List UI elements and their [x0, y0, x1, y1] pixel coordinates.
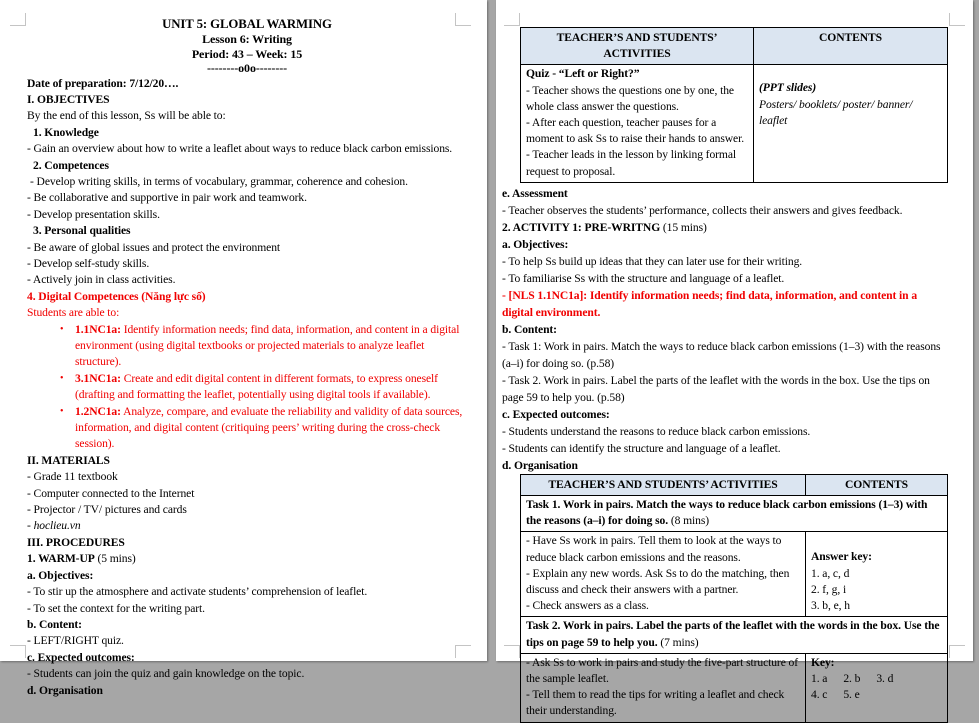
- dash: -: [27, 519, 34, 533]
- margin-crop-mark: [504, 13, 520, 26]
- table-header-row: [521, 28, 948, 65]
- answer-key-item: 3. b, e, h: [811, 599, 850, 613]
- outcome-item: - Students understand the reasons to reduce black carbon emissions.: [502, 424, 811, 438]
- margin-crop-mark: [949, 645, 965, 658]
- personal-item: - Develop self-study skills.: [27, 256, 150, 270]
- key-row: [811, 671, 942, 687]
- competences-item: - Develop presentation skills.: [27, 207, 160, 221]
- competence-text: Analyze, compare, and evaluate the reliability and validity of data sources, information, and digital content (critiquing peers’ writing during the cross-check session).: [75, 404, 463, 451]
- activities-cell: [521, 653, 806, 722]
- activity-step: - Explain any new words. Ask Ss to do the matching, then discuss and check their answers with a partner.: [526, 566, 790, 597]
- activity-step: - Ask Ss to work in pairs and study the five-part structure of the sample leaflet.: [526, 655, 798, 686]
- task1-instruction: Task 1. Work in pairs. Match the ways to reduce black carbon emissions (1–3) with the reasons (a–i) for doing so.: [526, 498, 928, 528]
- activity1-heading: [502, 219, 947, 236]
- materials-list-note: Posters/ booklets/ poster/ banner/ leaflet: [759, 97, 913, 127]
- activity-step: - Tell them to read the tips for writing a leaflet and check their understanding.: [526, 688, 785, 718]
- personal-item: - Be aware of global issues and protect the environment: [27, 240, 281, 254]
- task2-description: - Task 2. Work in pairs. Label the parts of the leaflet with the words in the box. Use the tips on page 59 to help you. (p.58): [502, 373, 930, 404]
- objective-item: - To familiarise Ss with the structure and language of a leaflet.: [502, 271, 785, 285]
- activity-step: - Teacher shows the questions one by one, the whole class answer the questions.: [526, 83, 734, 113]
- activities-cell: [521, 532, 806, 617]
- assessment-subheading: e. Assessment: [502, 186, 568, 200]
- competences-item: - Develop writing skills, in terms of vocabulary, grammar, coherence and cohesion.: [30, 174, 408, 188]
- ppt-slides-note: (PPT slides): [759, 81, 817, 95]
- personal-item: - Actively join in class activities.: [27, 273, 176, 287]
- competence-text: Create and edit digital content in different formats, to express oneself (drafting and formatting the leaflet, potentially using digital tools if available).: [75, 371, 438, 402]
- margin-crop-mark: [10, 13, 26, 26]
- activities-column-header: TEACHER’S AND STUDENTS’ ACTIVITIES: [521, 474, 806, 495]
- task1-body-row: [521, 532, 948, 617]
- content-subheading: b. Content:: [27, 617, 82, 631]
- answer-key-heading: Answer key:: [811, 550, 872, 564]
- nls-digital-objective: - [NLS 1.1NC1a]: Identify information needs; find data, information, and content in a digital environment.: [502, 288, 918, 319]
- competence-code: 1.1NC1a:: [75, 322, 121, 336]
- materials-item: - Projector / TV/ pictures and cards: [27, 503, 187, 517]
- organisation-subheading: d. Organisation: [27, 683, 103, 697]
- document-page-1: [0, 0, 487, 697]
- contents-cell: [806, 653, 948, 722]
- assessment-item: - Teacher observes the students’ performance, collects their answers and gives feedback.: [502, 203, 903, 217]
- activity1-organisation-table: [520, 474, 948, 723]
- task2-duration: (7 mins): [657, 635, 699, 649]
- margin-crop-mark: [10, 645, 26, 658]
- contents-cell: [754, 65, 948, 182]
- key-item: 4. c: [811, 688, 828, 702]
- materials-item: [27, 518, 467, 534]
- competence-text: Identify information needs; find data, information, and content in a digital environment (using digital textbooks or projected materials to analyze leaflet structure).: [75, 322, 460, 369]
- task1-title-row: [521, 496, 948, 532]
- activity-step: - Check answers as a class.: [526, 599, 649, 613]
- outcome-item: - Students can identify the structure and language of a leaflet.: [502, 441, 781, 455]
- unit-title: UNIT 5: GLOBAL WARMING: [162, 17, 332, 31]
- competence-code: 3.1NC1a:: [75, 371, 121, 385]
- activity1-title: 2. ACTIVITY 1: PRE-WRITNG: [502, 220, 661, 234]
- task1-description: - Task 1: Work in pairs. Match the ways to reduce black carbon emissions (1–3) with the reasons (a–i) for doing so. (p.58): [502, 339, 941, 370]
- margin-crop-mark: [455, 13, 471, 26]
- warmup-title: 1. WARM-UP: [27, 552, 95, 566]
- key-item: 3. d: [876, 672, 894, 686]
- competence-code: 1.2NC1a:: [75, 404, 121, 418]
- knowledge-item: - Gain an overview about how to write a leaflet about ways to reduce black carbon emissions.: [27, 142, 453, 156]
- procedures-heading: III. PROCEDURES: [27, 535, 125, 549]
- contents-column-header: CONTENTS: [754, 28, 948, 65]
- task2-body-row: [521, 653, 948, 722]
- digital-intro: Students are able to:: [27, 306, 120, 320]
- personal-qualities-heading: 3. Personal qualities: [33, 224, 131, 238]
- margin-crop-mark: [455, 645, 471, 658]
- activity1-duration: (15 mins): [660, 220, 707, 234]
- objective-item: - To help Ss build up ideas that they can later use for their writing.: [502, 254, 803, 268]
- outcomes-subheading: c. Expected outcomes:: [27, 650, 135, 664]
- answer-key-item: 1. a, c, d: [811, 566, 850, 580]
- page-2-content: [496, 0, 973, 723]
- digital-competences-heading: 4. Digital Competences (Năng lực số): [27, 289, 206, 303]
- page-1-content: [0, 0, 487, 699]
- warmup-duration: (5 mins): [94, 552, 136, 566]
- content-subheading: b. Content:: [502, 322, 557, 336]
- margin-crop-mark: [949, 13, 965, 26]
- key-row: [811, 687, 942, 703]
- digital-bullet-item: [27, 404, 467, 453]
- competences-heading: 2. Competences: [33, 158, 109, 172]
- key-item: 1. a: [811, 672, 828, 686]
- activity-step: - After each question, teacher pauses for a moment to ask Ss to raise their hands to answer.: [526, 116, 745, 146]
- outcomes-subheading: c. Expected outcomes:: [502, 407, 610, 421]
- task2-title-cell: [521, 617, 948, 653]
- contents-column-header: CONTENTS: [806, 474, 948, 495]
- divider-o0o: --------o0o--------: [206, 61, 288, 75]
- objectives-intro: By the end of this lesson, Ss will be able to:: [27, 109, 226, 123]
- competences-item: - Be collaborative and supportive in pair work and teamwork.: [27, 191, 307, 205]
- quiz-title: Quiz - “Left or Right?”: [526, 67, 640, 81]
- content-item: - LEFT/RIGHT quiz.: [27, 634, 124, 648]
- period-week: Period: 43 – Week: 15: [191, 46, 303, 61]
- document-page-2: [496, 0, 973, 718]
- answer-key-item: 2. f, g, i: [811, 582, 847, 596]
- task2-instruction: Task 2. Work in pairs. Label the parts of the leaflet with the words in the box. Use the tips on page 59 to help you.: [526, 619, 940, 649]
- key-heading: Key:: [811, 655, 835, 669]
- materials-item: - Computer connected to the Internet: [27, 486, 195, 500]
- objectives-subheading: a. Objectives:: [27, 568, 94, 582]
- materials-item: - Grade 11 textbook: [27, 470, 118, 484]
- table-row: [521, 65, 948, 182]
- organisation-subheading: d. Organisation: [502, 458, 578, 472]
- lesson-title: Lesson 6: Writing: [202, 32, 292, 46]
- objective-item: - To stir up the atmosphere and activate students’ comprehension of leaflet.: [27, 585, 368, 599]
- margin-crop-mark: [504, 645, 520, 658]
- digital-bullet-item: [27, 371, 467, 404]
- objective-item: - To set the context for the writing part.: [27, 601, 205, 615]
- knowledge-heading: 1. Knowledge: [33, 125, 99, 139]
- key-item: 5. e: [843, 688, 860, 702]
- table-header-row: [521, 474, 948, 495]
- activity-step: - Have Ss work in pairs. Tell them to look at the ways to reduce black carbon emissions and the reasons.: [526, 534, 782, 564]
- activities-column-header: TEACHER’S AND STUDENTS’ ACTIVITIES: [521, 28, 754, 65]
- task1-duration: (8 mins): [668, 514, 710, 528]
- website-name: hoclieu.vn: [33, 519, 81, 533]
- contents-cell: [806, 532, 948, 617]
- task2-title-row: [521, 617, 948, 653]
- date-of-preparation: Date of preparation: 7/12/20….: [27, 76, 179, 90]
- objectives-heading: I. OBJECTIVES: [27, 92, 110, 106]
- task1-title-cell: [521, 496, 948, 532]
- objectives-subheading: a. Objectives:: [502, 237, 569, 251]
- outcome-item: - Students can join the quiz and gain knowledge on the topic.: [27, 667, 305, 681]
- warmup-organisation-table: [520, 27, 948, 183]
- activities-cell: [521, 65, 754, 182]
- warmup-heading: [27, 551, 467, 567]
- key-item: 2. b: [843, 672, 861, 686]
- activity-step: - Teacher leads in the lesson by linking formal request to proposal.: [526, 148, 736, 178]
- materials-heading: II. MATERIALS: [27, 453, 110, 467]
- digital-bullet-item: [27, 322, 467, 371]
